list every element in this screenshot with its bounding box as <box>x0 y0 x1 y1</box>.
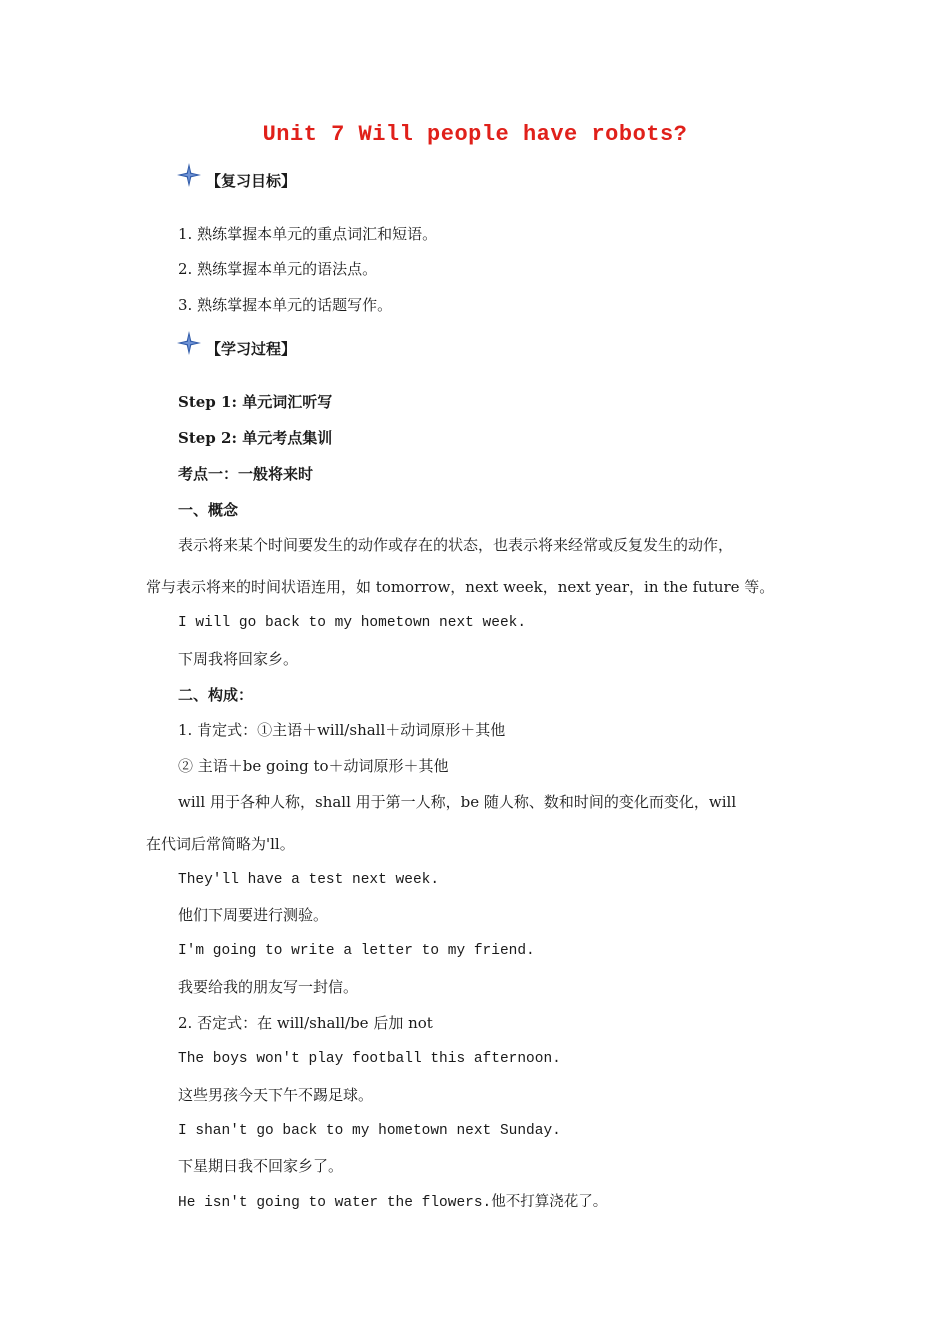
example-zh: 下周我将回家乡。 <box>178 650 299 668</box>
section-review-goals <box>178 166 296 194</box>
concept-heading: 一、概念 <box>178 501 239 519</box>
rule-text: 1. 肯定式：①主语＋will/shall＋动词原形＋其他 <box>178 721 506 739</box>
example-zh: 下星期日我不回家乡了。 <box>178 1157 344 1175</box>
rule-text: ② 主语＋be going to＋动词原形＋其他 <box>178 757 449 775</box>
star-icon <box>176 162 202 188</box>
concept-text: 常与表示将来的时间状语连用，如 tomorrow，next week，next year，in the future 等。 <box>146 578 775 596</box>
example-en: I shan't go back to my hometown next Sunday. <box>178 1123 561 1139</box>
example-en: I will go back to my hometown next week. <box>178 615 527 631</box>
section-learning-process <box>178 334 296 362</box>
concept-text: 表示将来某个时间要发生的动作或存在的状态，也表示将来经常或反复发生的动作， <box>178 536 734 554</box>
example-en: They'll have a test next week. <box>178 872 440 888</box>
section-label: 【复习目标】 <box>206 171 297 190</box>
example-mixed: He isn't going to water the flowers.他不打算浇花了。 <box>178 1195 608 1211</box>
example-zh: 他们下周要进行测验。 <box>178 906 329 924</box>
example-zh: 这些男孩今天下午不踢足球。 <box>178 1086 374 1104</box>
step-1: Step 1: 单元词汇听写 <box>178 393 333 411</box>
page-title: Unit 7 Will people have robots? <box>262 122 688 147</box>
step-2: Step 2: 单元考点集训 <box>178 429 333 447</box>
goal-item: 2. 熟练掌握本单元的语法点。 <box>178 260 378 278</box>
section-label: 【学习过程】 <box>206 339 297 358</box>
star-icon <box>176 330 202 356</box>
example-zh: 我要给我的朋友写一封信。 <box>178 978 359 996</box>
example-en: I'm going to write a letter to my friend. <box>178 943 535 959</box>
rule-text: 2. 否定式：在 will/shall/be 后加 not <box>178 1014 433 1032</box>
point-heading: 考点一：一般将来时 <box>178 465 314 483</box>
note-text: will 用于各种人称，shall 用于第一人称，be 随人称、数和时间的变化而变化，will <box>178 793 737 811</box>
structure-heading: 二、构成： <box>178 686 254 704</box>
example-en: The boys won't play football this afternoon. <box>178 1051 561 1067</box>
goal-item: 1. 熟练掌握本单元的重点词汇和短语。 <box>178 225 438 243</box>
note-text: 在代词后常简略为'll。 <box>146 835 295 853</box>
goal-item: 3. 熟练掌握本单元的话题写作。 <box>178 296 393 314</box>
